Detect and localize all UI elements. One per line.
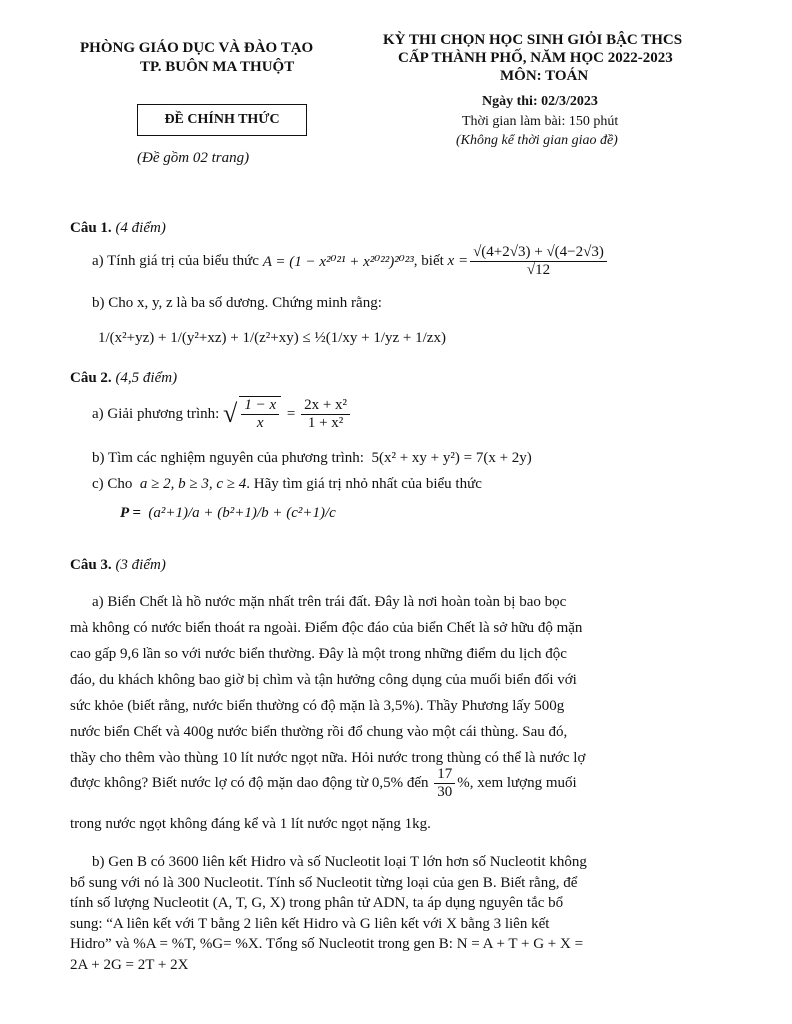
question-2c-formula [120, 505, 336, 522]
question-1a-prefix: a) Tính giá trị của biểu thức [92, 253, 259, 269]
question-2-title: Câu 2. [70, 370, 112, 386]
question-3-heading [70, 557, 166, 574]
question-2c-prefix: c) Cho [92, 476, 133, 492]
question-3-title: Câu 3. [70, 557, 112, 573]
question-2a-lhs-denominator: x [256, 415, 264, 431]
question-3b-paragraph [70, 852, 720, 975]
official-exam-box [137, 104, 307, 136]
question-3a-fraction-line [70, 766, 577, 801]
question-2c-expression: (a²+1)/a + (b²+1)/b + (c²+1)/c [148, 505, 336, 521]
question-2c-condition: a ≥ 2, b ≥ 3, c ≥ 4 [139, 476, 247, 492]
paragraph-line: đáo, du khách không bao giờ bị chìm và tận hưởng công dụng của muối biển đối với [70, 672, 577, 688]
department-name: PHÒNG GIÁO DỤC VÀ ĐÀO TẠO [80, 40, 314, 56]
paragraph-line: thầy cho thêm vào thùng 10 lít nước ngọt nữa. Hỏi nước trong thùng có thể là nước lợ [70, 750, 586, 766]
question-2b [92, 450, 532, 467]
question-2a-rhs-numerator: 2x + x² [301, 397, 350, 415]
official-exam-label: ĐỀ CHÍNH THỨC [164, 112, 280, 127]
question-2b-equation: 5(x² + xy + y²) = 7(x + 2y) [371, 450, 532, 466]
question-3a-paragraph [70, 589, 720, 771]
question-2c [92, 476, 482, 493]
question-2a-rhs-denominator: 1 + x² [307, 414, 344, 431]
question-2a-lhs-numerator: 1 − x [241, 397, 279, 415]
question-1a-numerator: √(4+2√3) + √(4−2√3) [470, 244, 607, 262]
salinity-denominator: 30 [437, 784, 453, 800]
paragraph-line: Hidro” và %A = %T, %G= %X. Tổng số Nucleotit trong gen B: N = A + T + G + X = [70, 936, 584, 952]
paragraph-line: nước biển Chết và 400g nước biển thường rồi đổ chung vào một cái thùng. Sau đó, [70, 724, 568, 740]
paragraph-line: a) Biển Chết là hồ nước mặn nhất trên trái đất. Đây là nơi hoàn toàn bị bao bọc [92, 594, 567, 610]
question-1a [92, 244, 609, 279]
question-1b-inequality: 1/(x²+yz) + 1/(y²+xz) + 1/(z²+xy) ≤ ½(1/xy + 1/yz + 1/zx) [98, 330, 446, 346]
paragraph-line: sung: “A liên kết với T bằng 2 liên kết Hidro và G liên kết với X bằng 3 liên kết [70, 915, 550, 932]
question-1-heading [70, 220, 166, 237]
paragraph-line: cao gấp 9,6 lần so với nước biển thường. Đây là một trong những điểm du lịch độc [70, 646, 567, 662]
city-name: TP. BUÔN MA THUỘT [140, 59, 295, 75]
salinity-numerator: 17 [434, 766, 455, 784]
pages-note: (Đề gồm 02 trang) [137, 150, 250, 166]
exam-date: Ngày thi: 02/3/2023 [482, 94, 598, 109]
question-2c-rest: . Hãy tìm giá trị nhỏ nhất của biểu thức [246, 476, 482, 492]
question-2-heading [70, 370, 177, 387]
question-2a-rhs [301, 397, 350, 432]
question-3a-last-line: trong nước ngọt không đáng kể và 1 lít nước ngọt nặng 1kg. [70, 816, 431, 832]
question-2b-prefix: b) Tìm các nghiệm nguyên của phương trình: [92, 450, 364, 466]
question-1a-expression: A = (1 − x²⁰²¹ + x²⁰²²)²⁰²³ [262, 254, 414, 270]
paragraph-line: tính số lượng Nucleotit (A, T, G, X) trong phân tử ADN, ta áp dụng nguyên tắc bổ [70, 895, 564, 911]
exam-level-year: CẤP THÀNH PHỐ, NĂM HỌC 2022-2023 [398, 50, 673, 66]
question-2a-prefix: a) Giải phương trình: [92, 405, 220, 422]
question-1-points: (4 điểm) [115, 220, 166, 236]
question-1a-fraction [470, 244, 607, 279]
paragraph-line: sức khỏe (biết rằng, nước biển thường có độ mặn là 3,5%). Thầy Phương lấy 500g [70, 698, 565, 714]
question-2-points: (4,5 điểm) [115, 370, 178, 386]
question-1b-text: b) Cho x, y, z là ba số dương. Chứng minh rằng: [92, 295, 382, 311]
question-3a-before-fraction: được không? Biết nước lợ có độ mặn dao động từ 0,5% đến [70, 775, 429, 791]
exam-duration-note: (Không kể thời gian giao đề) [456, 133, 618, 148]
exam-title: KỲ THI CHỌN HỌC SINH GIỎI BẬC THCS [383, 32, 683, 48]
question-2c-P: P = [120, 505, 141, 521]
salinity-fraction [434, 766, 455, 801]
exam-duration: Thời gian làm bài: 150 phút [462, 114, 619, 129]
question-3-points: (3 điểm) [115, 557, 166, 573]
question-1a-x: x = [447, 253, 469, 269]
paragraph-line: mà không có nước biển thoát ra ngoài. Điểm độc đáo của biển Chết là sở hữu độ mặn [70, 620, 583, 636]
question-3a-after-fraction: %, xem lượng muối [457, 775, 577, 791]
question-1a-given: , biết [413, 253, 444, 269]
question-1-title: Câu 1. [70, 220, 112, 236]
question-2a-lhs [239, 396, 281, 432]
paragraph-line: 2A + 2G = 2T + 2X [70, 956, 189, 973]
paragraph-line: bổ sung với nó là 300 Nucleotit. Tính số Nucleotit từng loại của gen B. Biết rằng, để [70, 874, 578, 891]
question-1a-denominator: √12 [526, 262, 551, 278]
paragraph-line: b) Gen B có 3600 liên kết Hidro và số Nucleotit loại T lớn hơn số Nucleotit không [92, 854, 587, 870]
sqrt-icon: √ [223, 399, 238, 428]
exam-subject: MÔN: TOÁN [500, 68, 589, 84]
question-2a: a) Giải phương trình: √ $\frac{1 - x}{x}$ = $\frac{\text{2x + x²}}{\text{1 + x²}}$ [92, 396, 352, 432]
